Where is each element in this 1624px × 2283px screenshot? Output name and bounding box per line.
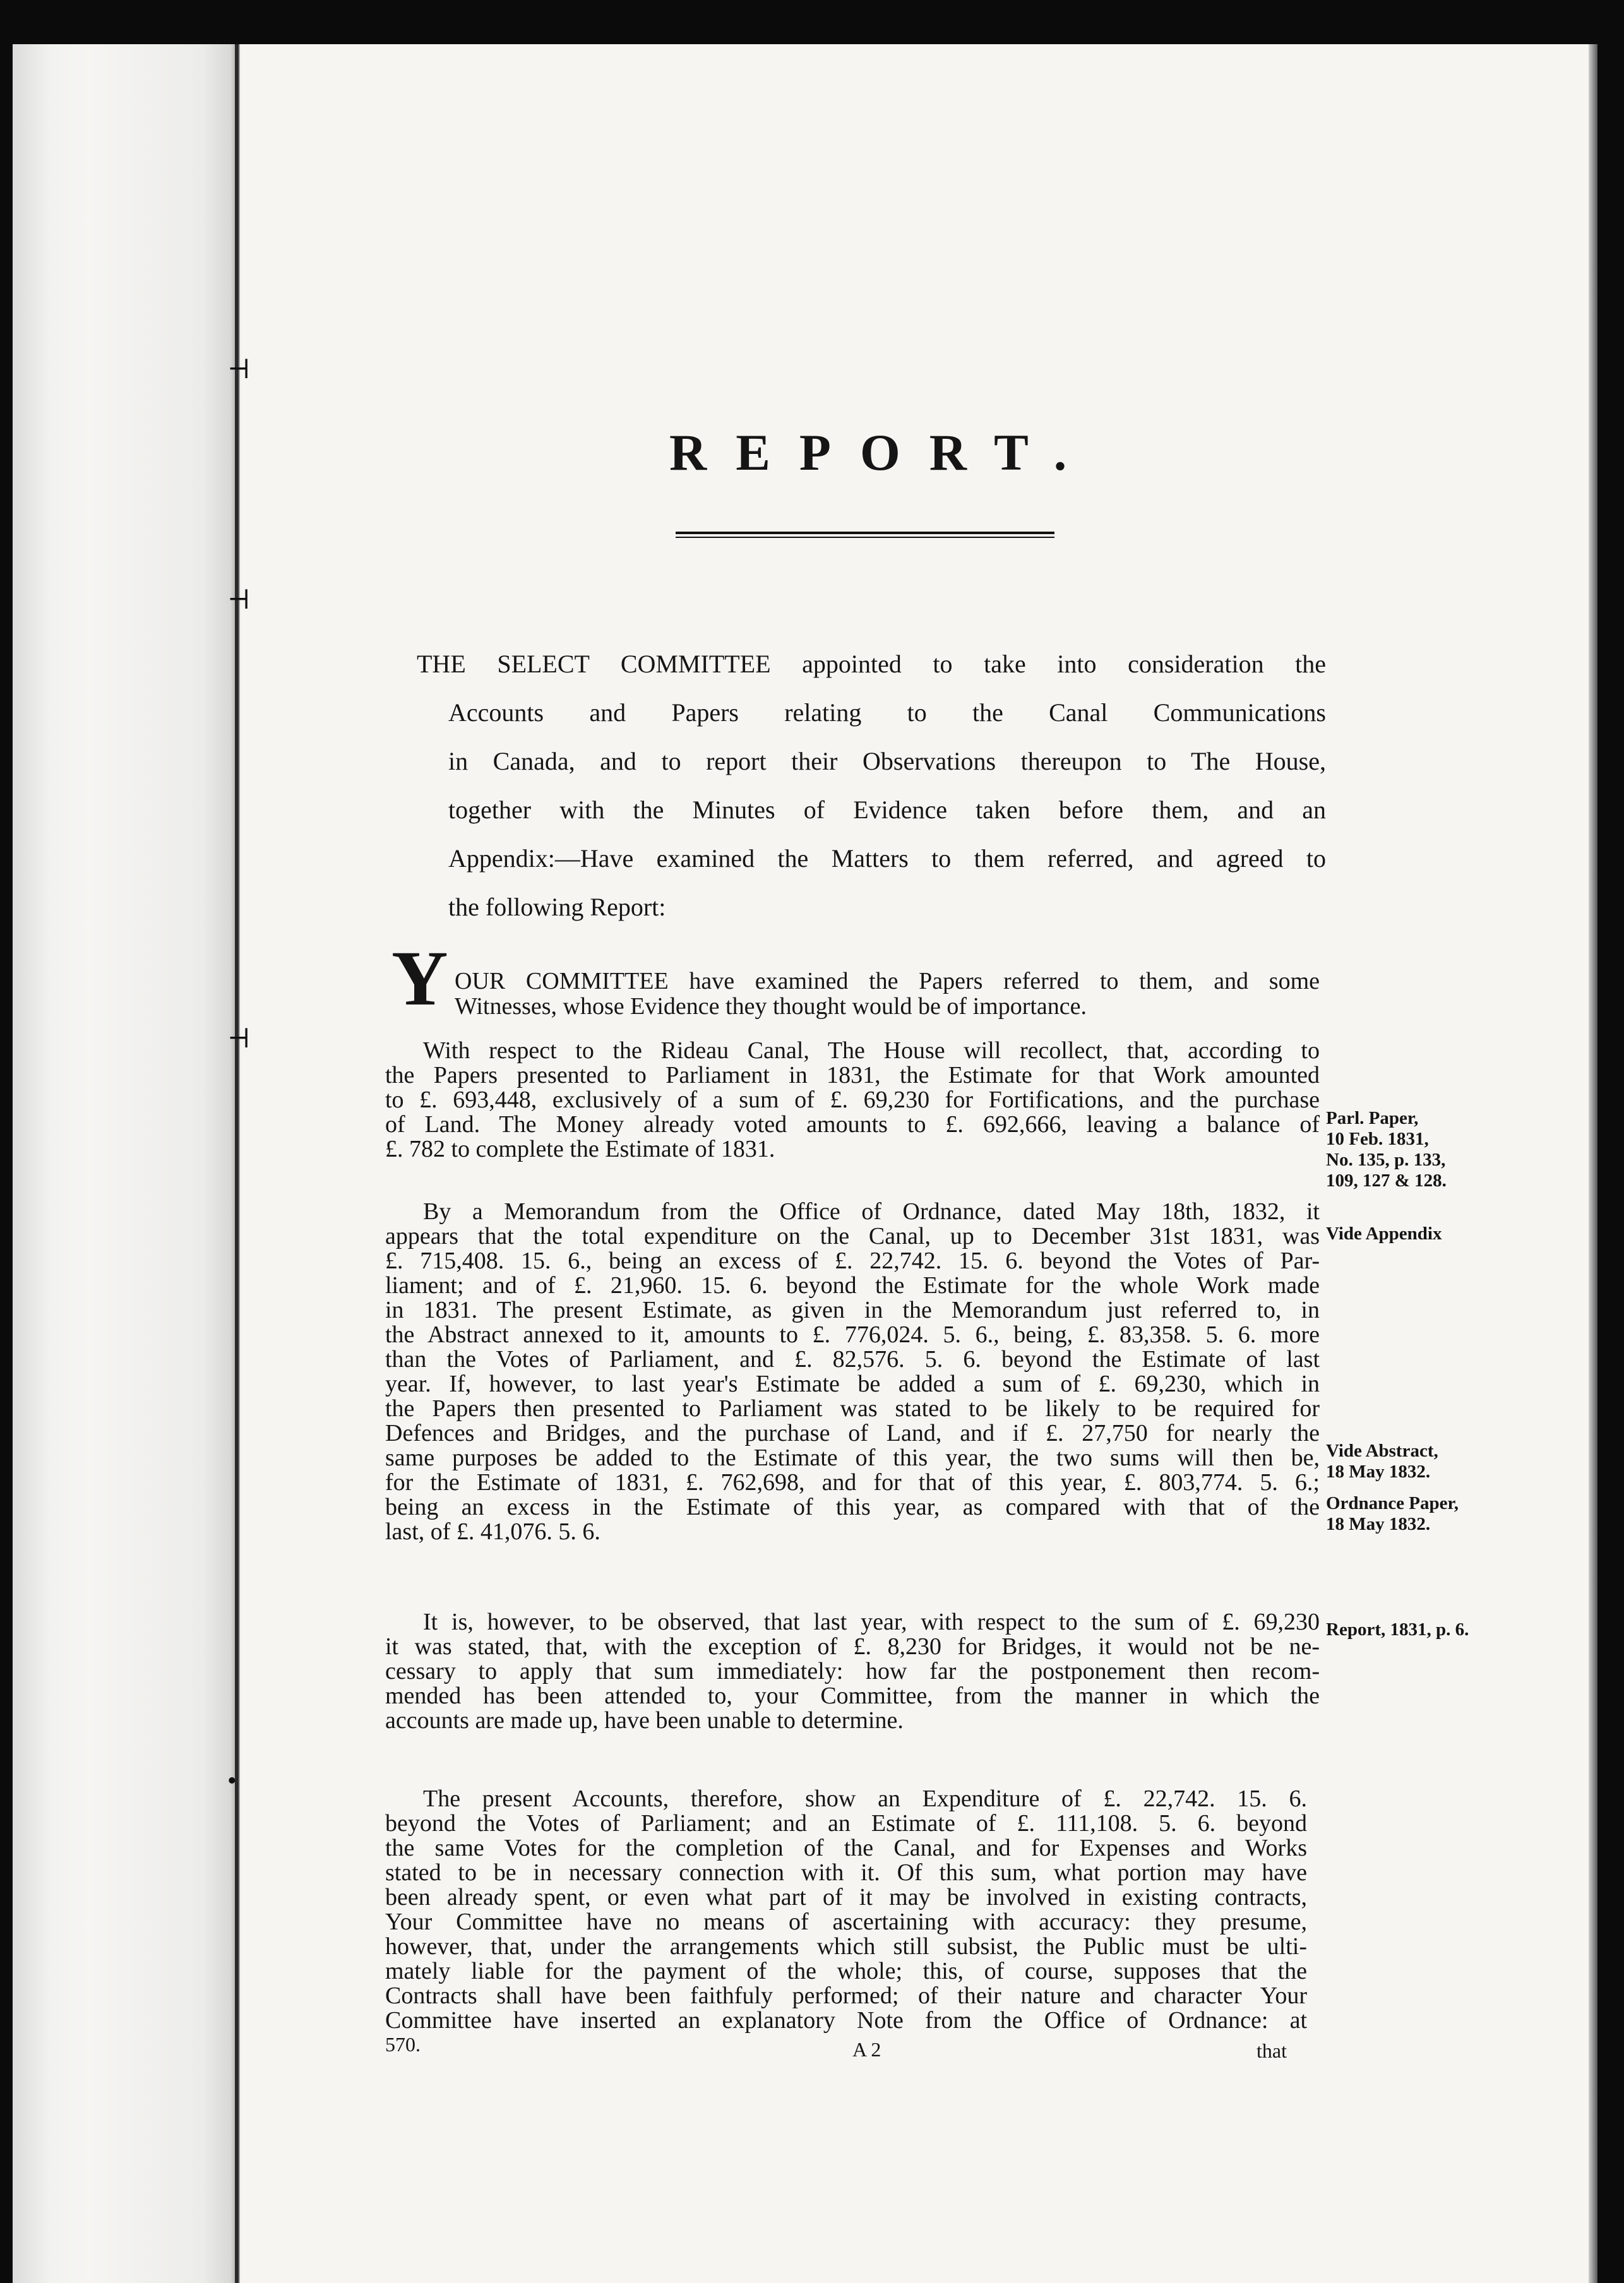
body-line: Committee have inserted an explanatory Note from the Office of Ordnance: at	[385, 2007, 1307, 2034]
body-line: OUR COMMITTEE have examined the Papers referred to them, and some	[455, 968, 1320, 994]
page-gutter-shadow	[13, 44, 240, 2283]
body-line: to £. 693,448, exclusively of a sum of £. 69,230 for Fortifications, and the purchase	[385, 1087, 1320, 1113]
body-line: stated to be in necessary connection with it. Of this sum, what portion may have	[385, 1859, 1307, 1886]
margin-note: 18 May 1832.	[1326, 1514, 1431, 1534]
body-line: the same Votes for the completion of the Canal, and for Expenses and Works	[385, 1835, 1307, 1861]
document-page	[13, 44, 1597, 2283]
binding-stitch-mark: ⊣	[227, 586, 251, 615]
body-line: It is, however, to be observed, that last year, with respect to the sum of £. 69,230	[423, 1609, 1320, 1635]
margin-note: Vide Abstract,	[1326, 1441, 1438, 1461]
footer-catchword: that	[1257, 2039, 1287, 2062]
binding-stitch-mark: •	[227, 1767, 237, 1796]
margin-note: Report, 1831, p. 6.	[1326, 1619, 1469, 1640]
margin-note: 18 May 1832.	[1326, 1462, 1431, 1482]
body-line: last, of £. 41,076. 5. 6.	[385, 1518, 600, 1545]
intro-line: together with the Minutes of Evidence taken before them, and an	[448, 796, 1326, 824]
footer-signature-mark: A 2	[852, 2038, 881, 2061]
report-title: REPORT.	[669, 424, 1096, 481]
margin-note: Parl. Paper,	[1326, 1108, 1419, 1128]
body-line: mended has been attended to, your Committee, from the manner in which the	[385, 1683, 1320, 1709]
margin-note: Ordnance Paper,	[1326, 1493, 1459, 1513]
body-line: cessary to apply that sum immediately: how far the postponement then recom-	[385, 1658, 1320, 1684]
margin-note: No. 135, p. 133,	[1326, 1150, 1446, 1170]
body-line: mately liable for the payment of the whole; this, of course, supposes that the	[385, 1958, 1307, 1984]
body-line: Defences and Bridges, and the purchase of Land, and if £. 27,750 for nearly the	[385, 1420, 1320, 1446]
body-line: By a Memorandum from the Office of Ordnance, dated May 18th, 1832, it	[423, 1198, 1320, 1225]
intro-line: THE SELECT COMMITTEE appointed to take into consideration the	[417, 650, 1326, 678]
body-line: £. 782 to complete the Estimate of 1831.	[385, 1136, 775, 1162]
body-line: been already spent, or even what part of it may be involved in existing contracts,	[385, 1884, 1307, 1910]
body-line: than the Votes of Parliament, and £. 82,576. 5. 6. beyond the Estimate of last	[385, 1346, 1320, 1373]
body-line: the Papers presented to Parliament in 1831, the Estimate for that Work amounted	[385, 1062, 1320, 1088]
body-line: being an excess in the Estimate of this year, as compared with that of the	[385, 1494, 1320, 1520]
body-line: year. If, however, to last year's Estimate be added a sum of £. 69,230, which in	[385, 1371, 1320, 1397]
page-right-edge	[1589, 44, 1597, 2283]
binding-stitch-mark: ⊣	[227, 1025, 251, 1054]
intro-line: Accounts and Papers relating to the Canal Communications	[448, 698, 1326, 727]
footer-page-number: 570.	[385, 2033, 421, 2056]
body-line: for the Estimate of 1831, £. 762,698, and for that of this year, £. 803,774. 5. 6.;	[385, 1469, 1320, 1496]
intro-line: Appendix:—Have examined the Matters to them referred, and agreed to	[448, 844, 1326, 873]
body-line: With respect to the Rideau Canal, The House will recollect, that, according to	[423, 1037, 1320, 1064]
body-line: Witnesses, whose Evidence they thought would be of importance.	[455, 993, 1087, 1020]
body-line: the Abstract annexed to it, amounts to £. 776,024. 5. 6., being, £. 83,358. 5. 6. more	[385, 1321, 1320, 1348]
body-line: liament; and of £. 21,960. 15. 6. beyond the Estimate for the whole Work made	[385, 1272, 1320, 1299]
body-line: Contracts shall have been faithfuly performed; of their nature and character Your	[385, 1982, 1307, 2009]
body-line: however, that, under the arrangements which still subsist, the Public must be ulti-	[385, 1933, 1307, 1960]
margin-note: 10 Feb. 1831,	[1326, 1129, 1429, 1149]
body-line: of Land. The Money already voted amounts to £. 692,666, leaving a balance of	[385, 1111, 1320, 1138]
intro-line: in Canada, and to report their Observations thereupon to The House,	[448, 747, 1326, 775]
margin-note: Vide Appendix	[1326, 1224, 1442, 1244]
body-line: it was stated, that, with the exception of £. 8,230 for Bridges, it would not be ne-	[385, 1633, 1320, 1660]
body-line: £. 715,408. 15. 6., being an excess of £. 22,742. 15. 6. beyond the Votes of Par-	[385, 1248, 1320, 1274]
body-line: the Papers then presented to Parliament was stated to be likely to be required for	[385, 1395, 1320, 1422]
intro-line: the following Report:	[448, 893, 666, 921]
body-line: in 1831. The present Estimate, as given in the Memorandum just referred to, in	[385, 1297, 1320, 1323]
body-line: accounts are made up, have been unable to determine.	[385, 1707, 904, 1734]
binding-stitch-mark: ⊣	[227, 355, 251, 384]
body-line: The present Accounts, therefore, show an Expenditure of £. 22,742. 15. 6.	[423, 1785, 1307, 1812]
body-line: beyond the Votes of Parliament; and an Estimate of £. 111,108. 5. 6. beyond	[385, 1810, 1307, 1837]
body-line: Your Committee have no means of ascertaining with accuracy: they presume,	[385, 1909, 1307, 1935]
title-rule	[676, 532, 1054, 538]
drop-cap: Y	[391, 935, 448, 1022]
body-line: appears that the total expenditure on the Canal, up to December 31st 1831, was	[385, 1223, 1320, 1249]
margin-note: 109, 127 & 128.	[1326, 1171, 1447, 1191]
body-line: same purposes be added to the Estimate of this year, the two sums will then be,	[385, 1445, 1320, 1471]
